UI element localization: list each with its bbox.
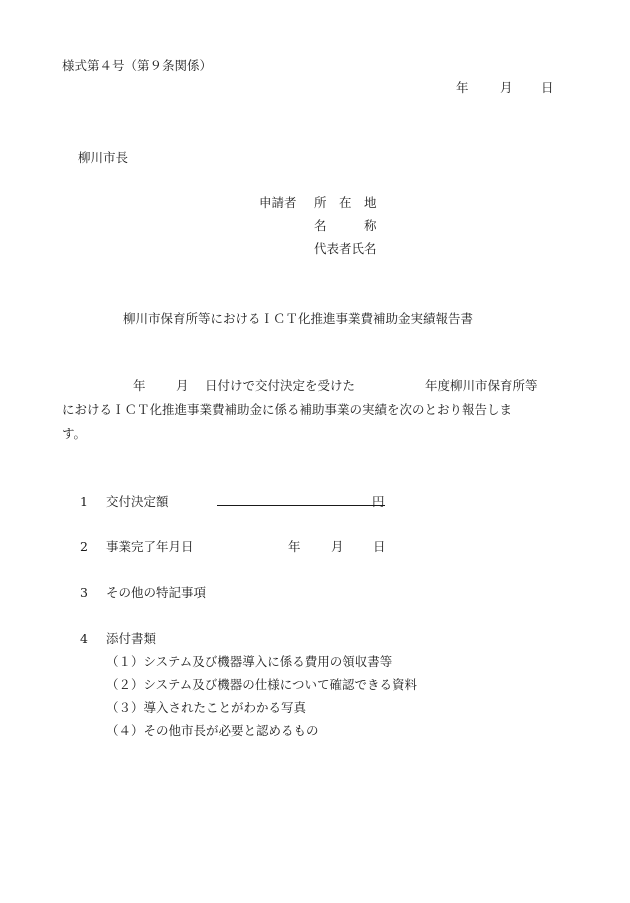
date-year: 年	[456, 80, 469, 95]
document-title: 柳川市保育所等におけるＩＣＴ化推進事業費補助金実績報告書	[123, 311, 474, 326]
item-label: その他の特記事項	[106, 585, 207, 600]
attachment-item: （２）システム及び機器の仕様について確認できる資料	[106, 677, 418, 692]
date-month: 月	[500, 80, 513, 95]
body-line-3: す。	[62, 426, 87, 441]
representative-label: 代表者氏名	[314, 241, 377, 256]
item-label: 添付書類	[106, 631, 157, 646]
date-day: 日	[541, 80, 554, 95]
form-id: 様式第４号（第９条関係）	[62, 58, 213, 73]
body-line-2: におけるＩＣＴ化推進事業費補助金に係る補助事業の実績を次のとおり報告しま	[62, 402, 513, 417]
item-number: 2	[80, 539, 88, 554]
item-number: 4	[80, 631, 88, 646]
attachment-item: （４）その他市長が必要と認めるもの	[106, 723, 319, 738]
body-month: 月	[176, 378, 189, 393]
completion-year: 年	[288, 539, 301, 554]
addressee: 柳川市長	[78, 150, 129, 165]
applicant-label: 申請者	[259, 195, 297, 210]
amount-unit: 円	[372, 494, 385, 509]
body-fiscal-year: 年度柳川市保育所等	[425, 378, 538, 393]
body-date-suffix: 日付けで交付決定を受けた	[205, 378, 356, 393]
address-label: 所 在 地	[314, 195, 377, 210]
name-label: 名 称	[314, 218, 377, 233]
completion-month: 月	[331, 539, 344, 554]
item-label: 事業完了年月日	[106, 539, 194, 554]
item-number: 3	[80, 585, 88, 600]
completion-day: 日	[373, 539, 386, 554]
amount-underline	[217, 505, 385, 506]
body-year: 年	[133, 378, 146, 393]
item-label: 交付決定額	[106, 494, 169, 509]
attachment-item: （１）システム及び機器導入に係る費用の領収書等	[106, 654, 393, 669]
item-number: 1	[80, 494, 88, 509]
attachment-item: （３）導入されたことがわかる写真	[106, 700, 307, 715]
